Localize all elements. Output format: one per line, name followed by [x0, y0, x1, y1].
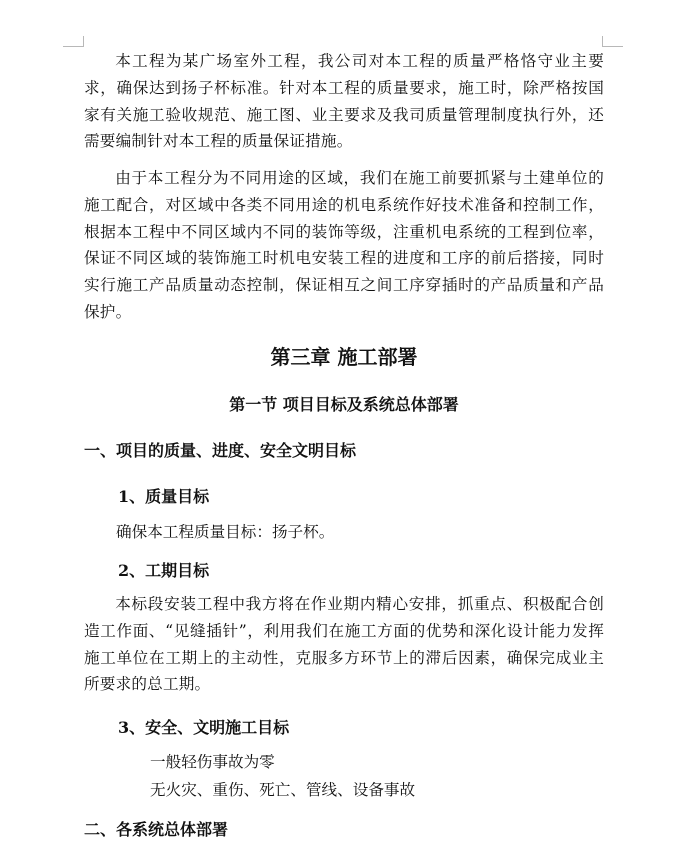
subheading-schedule-target: 2、工期目标	[118, 561, 210, 580]
subheading-quality-target: 1、质量目标	[118, 487, 210, 506]
paragraph-quality-intro: 本工程为某广场室外工程，我公司对本工程的质量严格恪守业主要求，确保达到扬子杯标准。针对本工程的质量要求，施工时，除严格按国家有关施工验收规范、施工图、业主要求及我司质量管理制度执行外，还需要编制针对本工程的质量保证措施。	[84, 52, 604, 151]
heading-system-deployment: 二、各系统总体部署	[84, 820, 229, 839]
heading-project-goals: 一、项目的质量、进度、安全文明目标	[84, 441, 357, 460]
page-corner-mark-left	[63, 36, 84, 47]
safety-target-line-1: 一般轻伤事故为零	[150, 753, 275, 771]
paragraph-construction-coordination: 由于本工程分为不同用途的区域，我们在施工前要抓紧与土建单位的施工配合，对区域中各类不同用途的机电系统作好技术准备和控制工作，根据本工程中不同区域内不同的装饰等级，注重机电系统的工程到位率，保证不同区域的装饰施工时机电安装工程的进度和工序的前后搭接，同时实行施工产品质量动态控制，保证相互之间工序穿插时的产品质量和产品保护。	[84, 169, 604, 321]
page-corner-mark-right	[602, 36, 623, 47]
schedule-target-text: 本标段安装工程中我方将在作业期内精心安排，抓重点、积极配合创造工作面、“见缝插针”，利用我们在施工方面的优势和深化设计能力发挥施工单位在工期上的主动性，克服多方环节上的滞后因素，确保完成业主所要求的总工期。	[84, 595, 604, 694]
quality-target-text: 确保本工程质量目标：扬子杯。	[116, 523, 335, 541]
section-title: 第一节 项目目标及系统总体部署	[229, 395, 459, 414]
safety-target-line-2: 无火灾、重伤、死亡、管线、设备事故	[150, 781, 416, 799]
subheading-safety-target: 3、安全、文明施工目标	[118, 718, 290, 737]
chapter-title: 第三章 施工部署	[270, 345, 418, 369]
